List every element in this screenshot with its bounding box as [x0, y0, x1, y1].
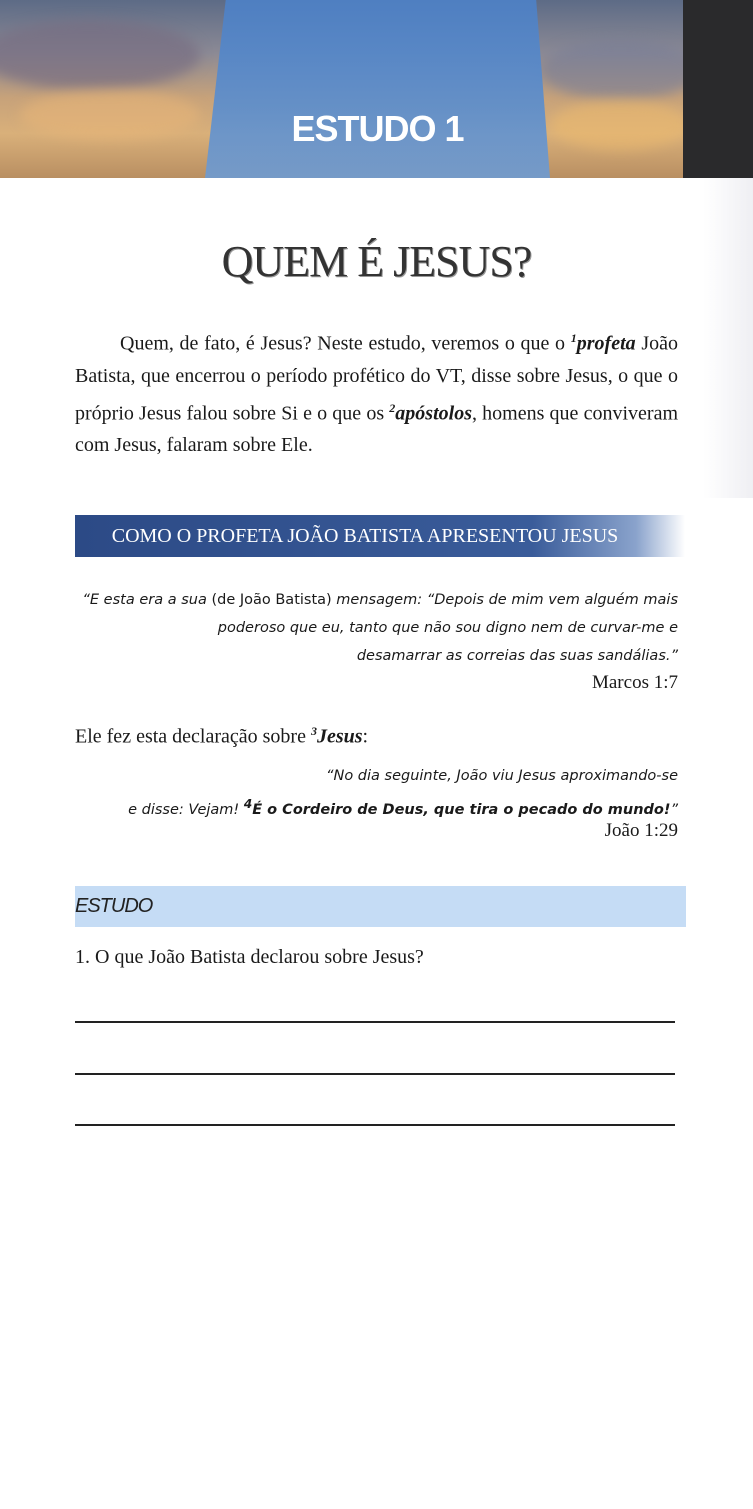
- cloud-shape: [550, 100, 690, 150]
- quote-marcos: “E esta era a sua (de João Batista) mensagem: “Depois de mim vem alguém mais poderoso que eu, tanto que não sou digno nem de curvar-me e desamarrar as correias das suas sandálias.”: [82, 592, 678, 664]
- question-1: 1. O que João Batista declarou sobre Jesus?: [75, 946, 424, 968]
- answer-line-2[interactable]: [75, 1073, 675, 1075]
- reference-marcos: Marcos 1:7: [591, 672, 678, 693]
- study-badge: ESTUDO 1: [291, 108, 464, 149]
- answer-line-3[interactable]: [75, 1124, 675, 1126]
- page-shade: [703, 178, 753, 498]
- term-apostolos: apóstolos: [395, 402, 472, 425]
- page-title: QUEM É JESUS?: [221, 237, 532, 286]
- cloud-shape: [540, 40, 700, 100]
- dark-rock: [683, 0, 753, 178]
- statement-line: Ele fez esta declaração sobre $^3$Jesus:: [75, 724, 369, 748]
- quote-joao: “No dia seguinte, João viu Jesus aproximando-se e disse: Vejam! $^4$É o Cordeiro de Deus, que tira o pecado do mundo!”: [128, 768, 678, 818]
- term-profeta: profeta: [576, 332, 636, 355]
- cloud-shape: [20, 90, 200, 140]
- estudo-label-bar: ESTUDO: [75, 886, 686, 927]
- intro-paragraph: Quem, de fato, é Jesus? Neste estudo, veremos o que o $^1$profeta João Batista, que encerrou o período profético do VT, disse sobre Jesus, o que o próprio Jesus falou sobre Si e o que os $^2$apóstolos, homens que conviveram com Jesus, falaram sobre Ele.: [75, 331, 679, 457]
- answer-line-1[interactable]: [75, 1021, 675, 1023]
- term-jesus: Jesus: [316, 725, 363, 748]
- reference-joao: João 1:29: [604, 820, 678, 841]
- section-title-bar: COMO O PROFETA JOÃO BATISTA APRESENTOU JESUS: [75, 515, 685, 557]
- cloud-shape: [0, 20, 200, 90]
- light-beam: [205, 0, 550, 178]
- header-banner: [0, 0, 753, 178]
